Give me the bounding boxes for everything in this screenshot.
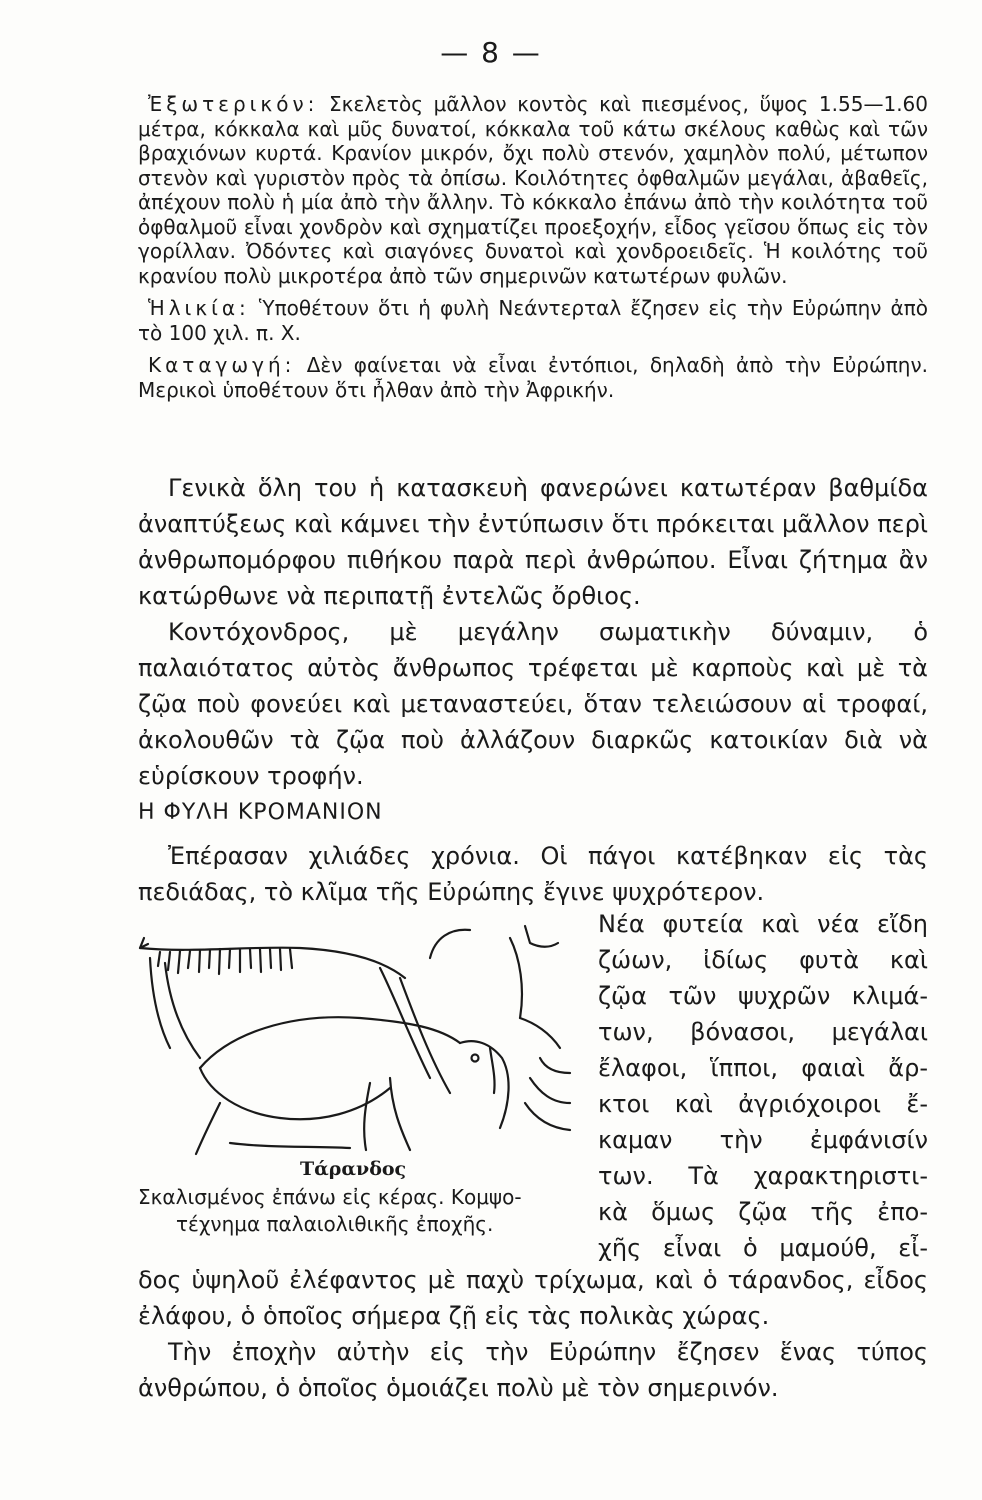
side-line: Νέα φυτεία καὶ νέα εἴδη bbox=[598, 910, 928, 938]
paragraph-general: Γενικὰ ὅλη του ἡ κατασκευὴ φανερώνει κατωτέραν βαθμίδα ἀναπτύξεως καὶ κάμνει τὴν ἐντύπωσιν ὅτι πρόκειται μᾶλλον περὶ ἀνθρωπομόρφου πιθήκου παρὰ περὶ ἀνθρώπου. Εἶναι ζήτημα ἂν κατώρθωνε νὰ περιπατῇ ἐντελῶς ὄρθιος. bbox=[138, 474, 928, 610]
paragraph-intro: Ἐπέρασαν χιλιάδες χρόνια. Οἱ πάγοι κατέβηκαν εἰς τὰς πεδιάδας, τὸ κλῖμα τῆς Εὐρώπης ἔγινε ψυχρότερον. bbox=[138, 842, 928, 906]
figure-title: Τάρανδος bbox=[300, 1158, 407, 1180]
figure-caption bbox=[138, 1184, 593, 1238]
side-line: κτοι καὶ ἀγριόχοιροι ἔ- bbox=[598, 1090, 928, 1118]
paragraph-diet: Κοντόχονδρος, μὲ μεγάλην σωματικὴν δύναμιν, ὁ παλαιότατος αὐτὸς ἄνθρωπος τρέφεται μὲ καρποὺς καὶ μὲ τὰ ζῷα ποὺ φονεύει καὶ μεταναστεύει, ὅταν τελειώσουν αἱ τροφαί, ἀκολουθῶν τὰ ζῷα ποὺ ἀλλάζουν διαρκῶς κατοικίαν διὰ νὰ εὑρίσκουν τροφήν. bbox=[138, 618, 928, 790]
side-line: ἔλαφοι, ἵπποι, φαιαὶ ἄρ- bbox=[598, 1054, 928, 1082]
paragraph-origin bbox=[138, 353, 928, 402]
label-exterior: Ἐξωτερικόν: bbox=[148, 92, 319, 116]
side-line: ζώων, ἰδίως φυτὰ καὶ bbox=[598, 946, 928, 974]
text-age: Ὑποθέτουν ὅτι ἡ φυλὴ Νεάντερταλ ἔζησεν εἰς τὴν Εὐρώπην ἀπὸ τὸ 100 χιλ. π. Χ. bbox=[138, 296, 928, 345]
main-text bbox=[138, 470, 928, 794]
paragraph-reindeer: δος ὑψηλοῦ ἐλέφαντος μὲ παχὺ τρίχωμα, καὶ ὁ τάρανδος, εἶδος ἐλάφου, ὁ ὁποῖος σήμερα ζῇ εἰς τὰς πολικὰς χώρας. bbox=[138, 1266, 928, 1330]
side-line: των. Τὰ χαρακτηριστι- bbox=[598, 1162, 928, 1190]
intro-text bbox=[138, 838, 928, 910]
label-age: Ἡλικία: bbox=[148, 296, 250, 320]
caption-line-2: τέχνημα παλαιολιθικῆς ἐποχῆς. bbox=[176, 1212, 494, 1236]
caption-line-1: Σκαλισμένος ἐπάνω εἰς κέρας. Κομψο- bbox=[138, 1185, 522, 1209]
side-line: καμαν τὴν ἐμφάνισίν bbox=[598, 1126, 928, 1154]
page-number: — 8 — bbox=[440, 36, 542, 69]
section-heading: Η ΦΥΛΗ ΚΡΟΜΑΝΙΟΝ bbox=[138, 800, 383, 825]
side-line: χῆς εἶναι ὁ μαμούθ, εἶ- bbox=[598, 1234, 928, 1262]
side-column-text bbox=[598, 906, 928, 1266]
paragraph-exterior bbox=[138, 92, 928, 288]
side-line: κὰ ὅμως ζῷα τῆς ἐπο- bbox=[598, 1198, 928, 1226]
text-exterior: Σκελετὸς μᾶλλον κοντὸς καὶ πιεσμένος, ὕψος 1.55—1.60 μέτρα, κόκκαλα καὶ μῦς δυνατοί, κόκκαλα τοῦ κάτω σκέλους καθὼς καὶ τῶν βραχιόνων κυρτά. Κρανίον μικρόν, ὄχι πολὺ στενόν, χαμηλὸν πολύ, μέτωπον στενὸν καὶ γυριστὸν πρὸς τὰ ὀπίσω. Κοιλότητες ὀφθαλμῶν μεγάλαι, ἀβαθεῖς, ἀπέχουν πολὺ ἡ μία ἀπὸ τὴν ἄλλην. Τὸ κόκκαλο ἐπάνω ἀπὸ τὴν κοιλότητα τοῦ ὀφθαλμοῦ εἶναι χονδρὸν καὶ σχηματίζει προεξοχήν, εἶδος γεῖσου ὅπως εἰς τὸν γορίλλαν. Ὀδόντες καὶ σιαγόνες δυνατοὶ καὶ χονδροειδεῖς. Ἡ κοιλότης τοῦ κρανίου πολὺ μικροτέρα ἀπὸ τῶν σημερινῶν κατωτέρων φυλῶν. bbox=[138, 92, 928, 288]
closing-text bbox=[138, 1262, 928, 1406]
neanderthal-description bbox=[138, 92, 928, 410]
text-origin: Δὲν φαίνεται νὰ εἶναι ἐντόπιοι, δηλαδὴ ἀπὸ τὴν Εὐρώπην. Μερικοὶ ὑποθέτουν ὅτι ἦλθαν ἀπὸ τὴν Ἀφρικήν. bbox=[138, 353, 928, 402]
side-line: ζῷα τῶν ψυχρῶν κλιμά- bbox=[598, 982, 928, 1010]
paragraph-human-type: Τὴν ἐποχὴν αὐτὴν εἰς τὴν Εὐρώπην ἔζησεν ἕνας τύπος ἀνθρώπου, ὁ ὁποῖος ὁμοιάζει πολὺ μὲ τὸν σημερινόν. bbox=[138, 1338, 928, 1402]
label-origin: Καταγωγή: bbox=[148, 353, 296, 377]
paragraph-age bbox=[138, 296, 928, 345]
reindeer-engraving bbox=[130, 918, 580, 1158]
side-line: των, βόνασοι, μεγάλαι bbox=[598, 1018, 928, 1046]
